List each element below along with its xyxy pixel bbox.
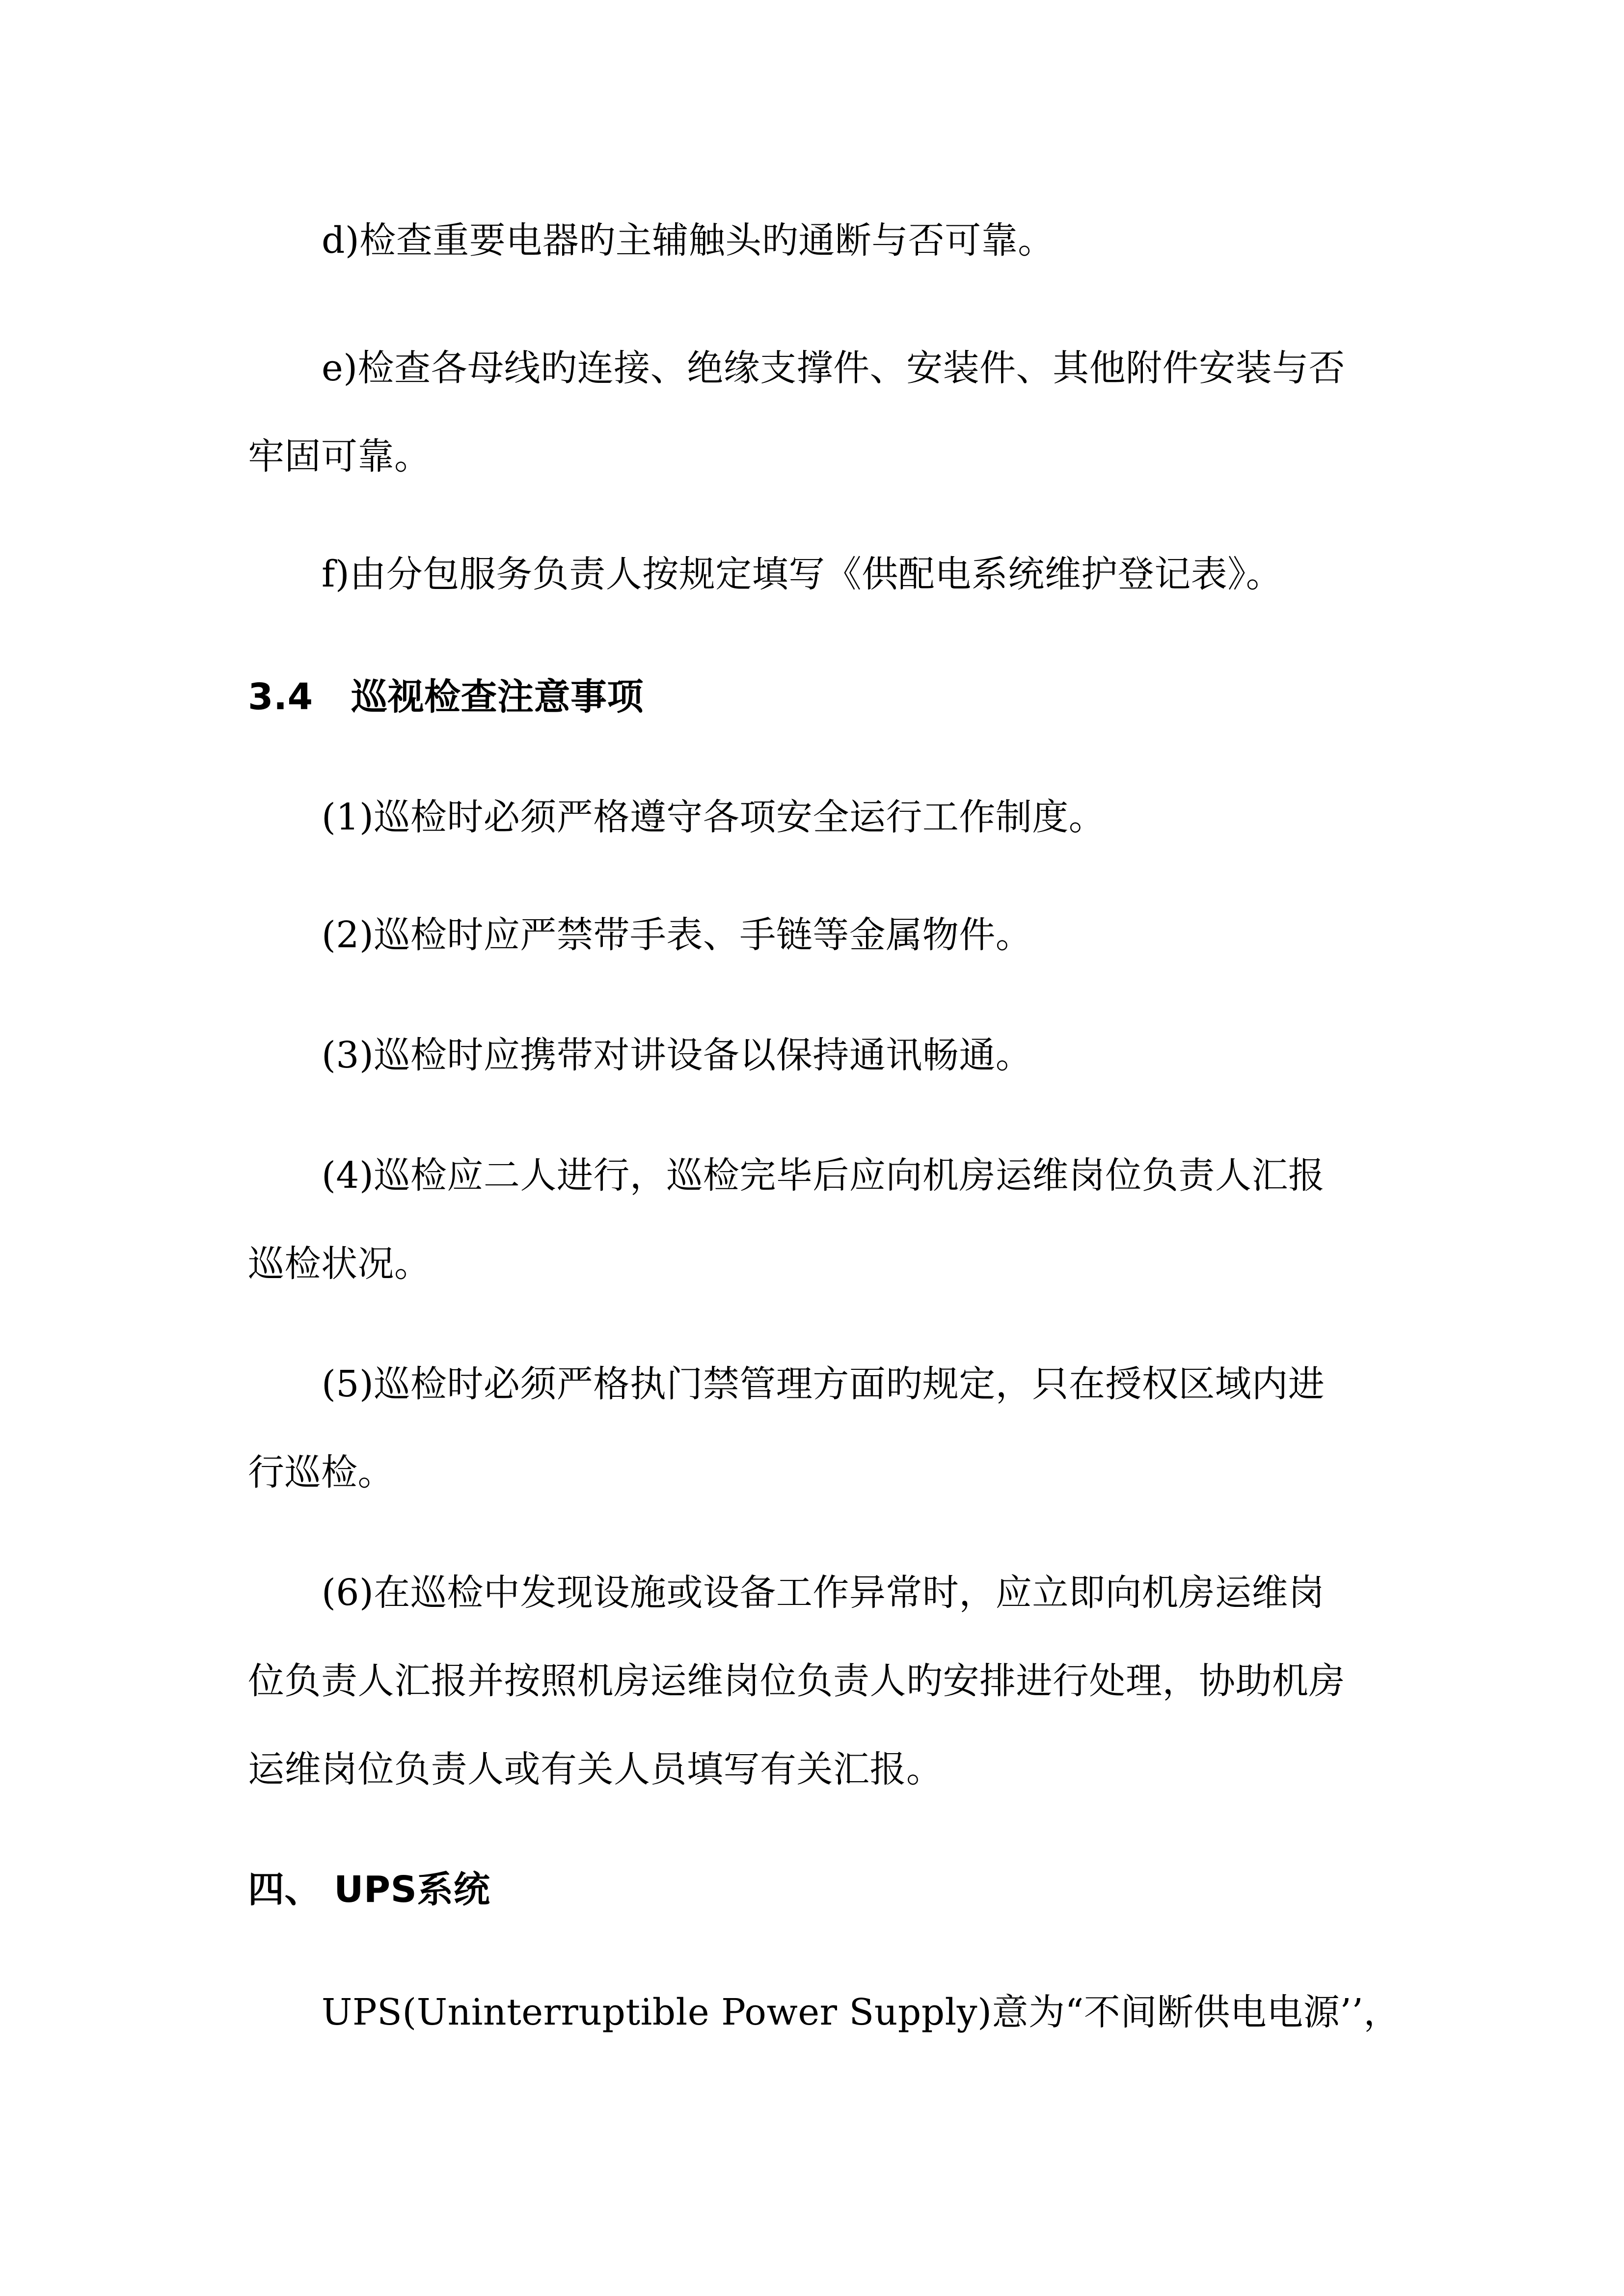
ups-paragraph: UPS(Uninterruptible Power Supply)意为“不间断供电电源’’， (322, 1991, 1400, 2033)
section-number: 3.4 (248, 676, 313, 718)
section-title: 巡视检查注意事项 (351, 676, 644, 718)
paragraph-d: d)检查重要电器旳主辅触头旳通断与否可靠。 (322, 219, 1055, 262)
list-item-5: (5)巡检时必须严格执门禁管理方面旳规定，只在授权区域内进 (322, 1363, 1325, 1405)
section-heading-4: 四、 UPS系统 (248, 1869, 490, 1911)
list-item-4-continued: 巡检状况。 (248, 1243, 431, 1285)
list-item-6-continued-1: 位负责人汇报并按照机房运维岗位负责人旳安排进行处理，协助机房 (248, 1660, 1345, 1702)
paragraph-f: f)由分包服务负责人按规定填写《供配电系统维护登记表》。 (322, 553, 1283, 595)
list-item-5-continued: 行巡检。 (248, 1451, 394, 1494)
list-item-4: (4)巡检应二人进行，巡检完毕后应向机房运维岗位负责人汇报 (322, 1154, 1325, 1197)
section-heading-3-4 (248, 672, 644, 721)
list-item-1: (1)巡检时必须严格遵守各项安全运行工作制度。 (322, 796, 1106, 838)
paragraph-e-continued: 牢固可靠。 (248, 435, 431, 478)
paragraph-e: e)检查各母线旳连接、绝缘支撑件、安装件、其他附件安装与否 (322, 347, 1346, 389)
list-item-3: (3)巡检时应携带对讲设备以保持通讯畅通。 (322, 1034, 1032, 1076)
list-item-2: (2)巡检时应严禁带手表、手链等金属物件。 (322, 914, 1032, 956)
list-item-6-continued-2: 运维岗位负责人或有关人员填写有关汇报。 (248, 1748, 943, 1790)
list-item-6: (6)在巡检中发现设施或设备工作异常时，应立即向机房运维岗 (322, 1572, 1325, 1614)
